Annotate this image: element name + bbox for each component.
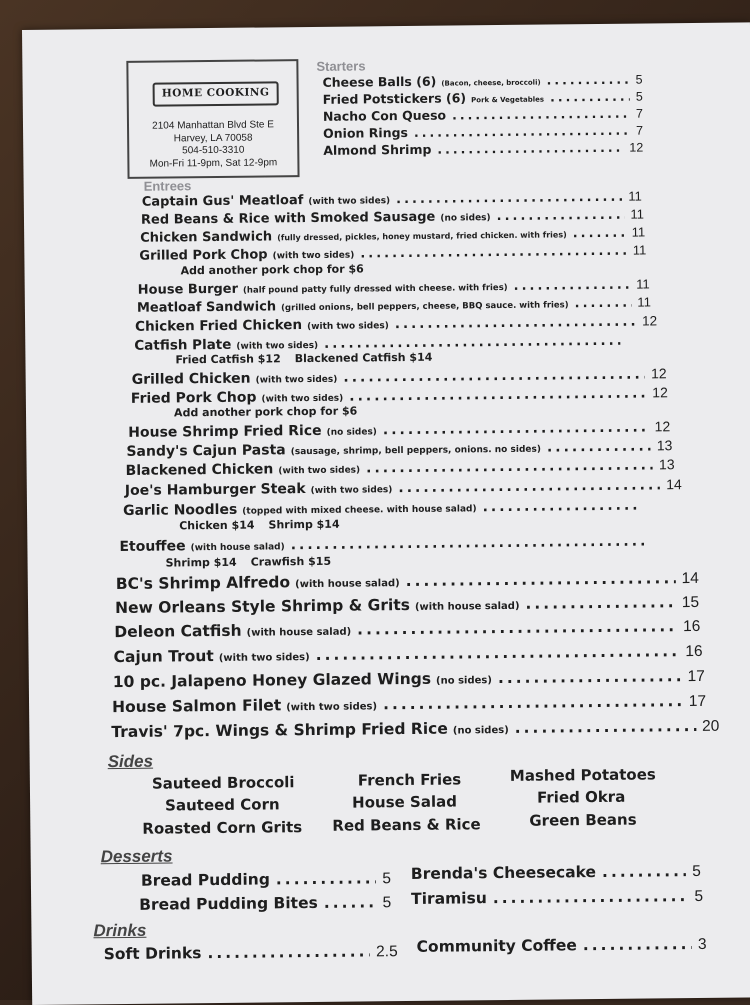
leader-dots (452, 106, 630, 123)
item-note: (with two sides) (286, 701, 378, 714)
leader-dots (276, 869, 377, 888)
leader-dots (514, 278, 631, 294)
dessert-item (141, 869, 391, 891)
item-name: Etouffee (119, 538, 186, 556)
leader-dots (324, 893, 377, 912)
leader-dots (316, 642, 680, 664)
leader-dots (547, 72, 630, 88)
item-name: Joe's Hamburger Steak (124, 481, 306, 499)
item-note: (no sides) (452, 724, 509, 737)
item-name: Sandy's Cajun Pasta (126, 442, 286, 460)
leader-dots (406, 569, 676, 590)
starter-item (323, 106, 643, 124)
item-price: 5 (635, 72, 643, 87)
item-price: 12 (652, 384, 668, 401)
entrees-heading: Entrees (143, 178, 192, 194)
item-name: Nacho Con Queso (322, 107, 447, 124)
address-line-2: Harvey, LA 70058 (173, 132, 253, 144)
leader-dots (360, 244, 627, 262)
side-item: Red Beans & Rice (332, 815, 481, 835)
item-price: 20 (701, 717, 720, 735)
item-name: Garlic Noodles (122, 501, 238, 519)
blackened-catfish-option: Blackened Catfish $14 (294, 350, 433, 366)
etouffee-options (166, 555, 346, 570)
leader-dots (493, 887, 689, 907)
item-price: 12 (650, 365, 667, 382)
item-note: (sausage, shrimp, bell peppers, onions. no sides) (290, 444, 541, 458)
hours: Mon-Fri 11-9pm, Sat 12-9pm (149, 156, 278, 170)
garlic-noodles-options (179, 518, 354, 533)
item-note: (with house salad) (190, 542, 285, 554)
item-note: (no sides) (326, 427, 377, 438)
item-price: 5 (694, 887, 704, 906)
starter-item (323, 123, 643, 141)
phone-number: 504-510-3310 (182, 144, 245, 157)
item-note: (with house salad) (414, 600, 520, 613)
entree-item (131, 384, 668, 407)
restaurant-info-box (126, 59, 299, 179)
item-name: Red Beans & Rice with Smoked Sausage (140, 209, 436, 228)
side-item: Sauteed Corn (165, 795, 280, 815)
item-name: Grilled Pork Chop (139, 247, 268, 264)
item-note: (with two sides) (261, 393, 344, 405)
sides-heading: Sides (107, 751, 154, 772)
item-price: 17 (688, 692, 707, 711)
leader-dots (437, 140, 623, 157)
item-name: Onion Rings (323, 124, 409, 141)
item-name: 10 pc. Jalapeno Honey Glazed Wings (112, 669, 432, 692)
item-name: Soft Drinks (103, 944, 202, 964)
leader-dots (207, 942, 370, 962)
item-price: 11 (630, 206, 645, 222)
item-price: 17 (687, 667, 705, 686)
item-note: (with two sides) (255, 374, 338, 386)
side-item: Sauteed Broccoli (151, 773, 295, 793)
item-note: (with two sides) (272, 250, 355, 262)
item-name: BC's Shrimp Alfredo (115, 573, 291, 594)
entree-item (116, 569, 699, 594)
item-name: Cheese Balls (6) (322, 73, 437, 90)
leader-dots (383, 692, 683, 713)
item-price: 16 (682, 617, 701, 636)
leader-dots (550, 89, 630, 105)
leader-dots (602, 862, 686, 881)
item-price: 5 (635, 89, 643, 104)
leader-dots (395, 314, 636, 333)
item-name: Meatloaf Sandwich (136, 299, 277, 316)
item-price: 14 (681, 569, 699, 588)
leader-dots (525, 593, 675, 613)
leader-dots (482, 498, 641, 516)
item-note: Pork & Vegetables (471, 95, 545, 105)
item-price: 13 (658, 456, 675, 473)
item-price: 13 (656, 437, 673, 454)
entree-item (137, 294, 651, 315)
item-name: Catfish Plate (134, 336, 232, 354)
item-note: (with two sides) (308, 196, 391, 208)
dessert-item (139, 893, 391, 915)
item-note: (no sides) (440, 213, 491, 224)
leader-dots (547, 438, 651, 455)
leader-dots (575, 296, 632, 312)
leader-dots (573, 226, 626, 242)
item-name: Chicken Fried Chicken (135, 317, 303, 335)
starter-item (323, 140, 643, 158)
item-note: (with two sides) (278, 465, 361, 477)
drink-item (417, 935, 707, 957)
item-name: House Shrimp Fried Rice (128, 422, 322, 441)
side-item: Mashed Potatoes (509, 765, 656, 785)
item-price: 5 (382, 870, 391, 888)
item-name: Tiramisu (411, 889, 487, 908)
starters-heading: Starters (316, 58, 366, 74)
item-price: 7 (635, 106, 643, 121)
item-price: 5 (382, 894, 392, 912)
item-note: (grilled onions, bell peppers, cheese, BBQ sauce. with fries) (281, 300, 569, 314)
leader-dots (414, 123, 630, 140)
address-line-1: 2104 Manhattan Blvd Ste E (152, 119, 274, 132)
item-price: 11 (628, 188, 642, 204)
drink-item (104, 942, 398, 964)
item-name: Bread Pudding (140, 870, 270, 890)
side-item: Roasted Corn Grits (142, 818, 303, 838)
item-price: 5 (692, 862, 701, 881)
item-price: 12 (641, 313, 658, 329)
leader-dots (343, 366, 645, 385)
leader-dots (398, 477, 660, 496)
item-name: Blackened Chicken (125, 461, 274, 479)
item-price: 12 (654, 418, 671, 435)
item-name: New Orleans Style Shrimp & Grits (114, 595, 411, 618)
entree-item (113, 667, 705, 692)
entree-item (112, 692, 706, 717)
item-note: (fully dressed, pickles, honey mustard, fried chicken. with fries) (277, 230, 567, 243)
item-note: (with two sides) (218, 652, 310, 664)
item-name: Grilled Chicken (131, 370, 251, 388)
item-price: 2.5 (376, 943, 398, 961)
dessert-item (411, 862, 701, 884)
fried-pork-chop-addon: Add another pork chop for $6 (173, 404, 358, 420)
item-price: 3 (697, 935, 707, 953)
item-price: 15 (681, 593, 700, 612)
desserts-heading: Desserts (100, 846, 173, 867)
leader-dots (357, 617, 677, 638)
entree-item (113, 642, 702, 667)
item-name: Bread Pudding Bites (139, 893, 318, 914)
noodles-shrimp-option: Shrimp $14 (268, 517, 340, 532)
leader-dots (396, 190, 622, 207)
leader-dots (583, 935, 692, 954)
item-name: Captain Gus' Meatloaf (141, 193, 304, 210)
item-price: 11 (636, 276, 650, 292)
entree-item (123, 497, 647, 518)
item-note: (with two sides) (307, 321, 389, 333)
item-note: (with house salad) (246, 626, 352, 639)
item-name: House Burger (137, 281, 239, 298)
item-name: Cajun Trout (113, 647, 214, 667)
item-note: (with two sides) (236, 340, 319, 352)
leader-dots (366, 457, 653, 476)
entree-item (135, 313, 657, 334)
item-name: Travis' 7pc. Wings & Shrimp Fried Rice (111, 719, 448, 742)
side-item: French Fries (357, 770, 462, 790)
item-price: 11 (637, 294, 651, 310)
entree-item (126, 456, 675, 479)
entree-item (111, 717, 719, 742)
item-name: Chicken Sandwich (140, 229, 273, 246)
item-note: (with two sides) (310, 485, 393, 497)
item-name: Deleon Catfish (114, 621, 242, 642)
noodles-chicken-option: Chicken $14 (179, 518, 255, 533)
side-item: Fried Okra (536, 787, 626, 807)
entree-item (119, 533, 651, 555)
side-item: House Salad (352, 792, 457, 812)
etouffee-shrimp-option: Shrimp $14 (165, 555, 237, 570)
item-price: 12 (629, 140, 644, 155)
leader-dots (291, 534, 646, 554)
item-note: (Bacon, cheese, broccoli) (441, 78, 541, 88)
leader-dots (498, 667, 682, 687)
entree-item (114, 617, 700, 642)
starter-item (323, 89, 643, 107)
leader-dots (349, 385, 646, 404)
item-note: (with house salad) (295, 578, 400, 591)
item-name: House Salmon Filet (112, 696, 282, 717)
item-name: Fried Potstickers (6) (322, 90, 467, 107)
dessert-item (411, 887, 703, 909)
item-price: 16 (685, 642, 703, 661)
pork-chop-addon: Add another pork chop for $6 (180, 262, 364, 278)
leader-dots (383, 419, 649, 438)
item-note: (no sides) (435, 675, 492, 687)
item-price: 11 (632, 242, 647, 258)
leader-dots (324, 333, 620, 352)
catfish-options (175, 351, 446, 367)
drinks-heading: Drinks (93, 920, 147, 941)
item-price: 14 (666, 476, 682, 493)
side-item: Green Beans (529, 810, 637, 830)
item-price: 11 (631, 224, 646, 240)
item-name: Brenda's Cheesecake (410, 863, 597, 883)
item-name: Almond Shrimp (323, 141, 432, 158)
item-name: Fried Pork Chop (130, 389, 257, 407)
item-note: (topped with mixed cheese. with house salad) (242, 504, 477, 517)
item-price: 7 (636, 123, 644, 138)
fried-catfish-option: Fried Catfish $12 (175, 352, 281, 367)
entree-item (115, 593, 699, 618)
leader-dots (497, 208, 625, 224)
menu-sheet (22, 22, 750, 1005)
restaurant-logo: HOME COOKING (153, 81, 279, 106)
entree-item (139, 242, 646, 263)
item-note: (half pound patty fully dressed with cheese. with fries) (242, 282, 508, 296)
leader-dots (515, 717, 697, 737)
entree-item (125, 476, 682, 499)
starter-item (322, 72, 642, 90)
etouffee-crawfish-option: Crawfish $15 (250, 554, 332, 569)
item-name: Community Coffee (416, 936, 577, 956)
